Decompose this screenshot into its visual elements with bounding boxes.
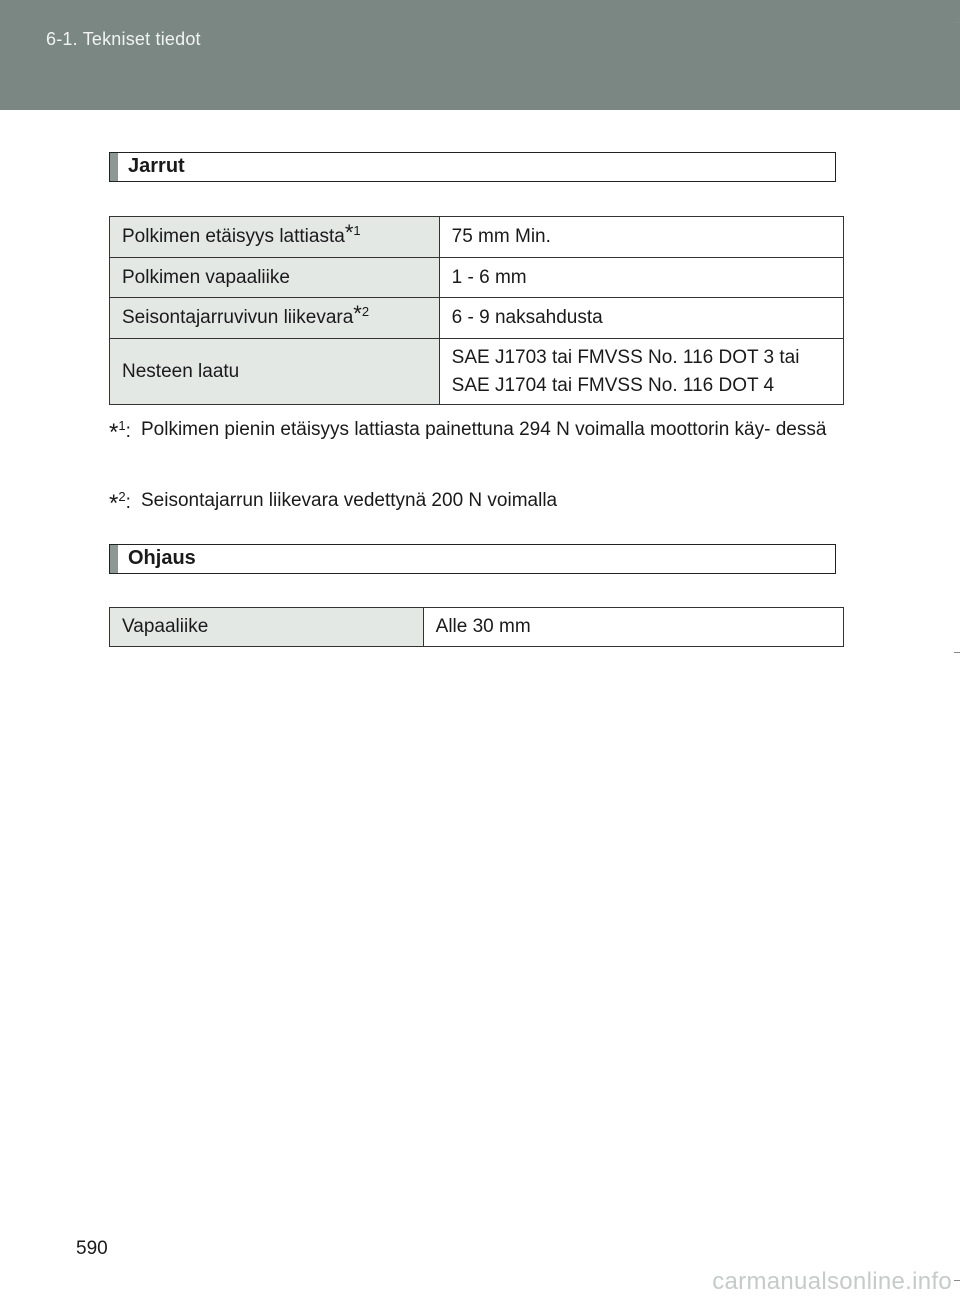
- spec-value: Alle 30 mm: [423, 608, 843, 647]
- brakes-spec-table: [109, 216, 844, 405]
- table-row: [110, 258, 844, 298]
- footnote-ref: *2: [353, 301, 370, 326]
- brakes-heading-label: Jarrut: [128, 155, 185, 177]
- footnote-2: [109, 487, 844, 515]
- footnote-1: [109, 416, 844, 444]
- footnote-marker: *$^1$:: [109, 418, 131, 446]
- watermark: carmanualsonline.info: [712, 1268, 952, 1295]
- brakes-heading: [109, 152, 836, 182]
- spec-label: Polkimen etäisyys lattiasta$^{*1}$: [110, 217, 440, 258]
- spec-value-line: SAE J1703 tai FMVSS No. 116 DOT 3 tai: [451, 346, 800, 368]
- crop-mark: [954, 652, 960, 653]
- footnote-text: Polkimen pienin etäisyys lattiasta painettuna 294 N voimalla moottorin käy- dessä: [141, 419, 827, 440]
- table-row: [110, 298, 844, 339]
- spec-label: Polkimen vapaaliike: [110, 258, 440, 298]
- footnote-marker: *$^2$:: [109, 489, 131, 517]
- spec-value: 75 mm Min.: [439, 217, 843, 258]
- footnote-ref: *1: [344, 220, 361, 245]
- footnote-text: Seisontajarrun liikevara vedettynä 200 N voimalla: [141, 490, 558, 511]
- steering-spec-table: [109, 607, 844, 647]
- spec-label: Vapaaliike: [110, 608, 424, 647]
- spec-value: 6 - 9 naksahdusta: [439, 298, 843, 339]
- table-row: [110, 608, 844, 647]
- spec-label: Nesteen laatu: [110, 339, 440, 405]
- spec-value: 1 - 6 mm: [439, 258, 843, 298]
- heading-bar: [110, 545, 118, 573]
- spec-value: [439, 339, 843, 405]
- table-row: [110, 217, 844, 258]
- steering-heading-label: Ohjaus: [128, 547, 196, 569]
- spec-value-line: SAE J1704 tai FMVSS No. 116 DOT 4: [451, 374, 775, 396]
- page-number: 590: [76, 1238, 108, 1259]
- heading-bar: [110, 153, 118, 181]
- header-band: [0, 0, 960, 110]
- steering-heading: [109, 544, 836, 574]
- crop-mark: [954, 1280, 960, 1281]
- table-row: [110, 339, 844, 405]
- crop-mark: [954, 22, 960, 23]
- section-title: 6-1. Tekniset tiedot: [46, 29, 201, 49]
- spec-label: Seisontajarruvivun liikevara$^{*2}$: [110, 298, 440, 339]
